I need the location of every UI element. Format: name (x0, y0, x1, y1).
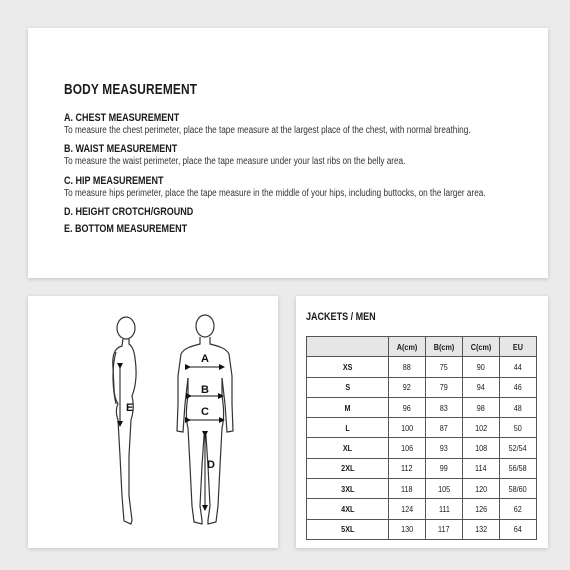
chest-cell: 88 (389, 357, 426, 377)
waist-cell: 93 (426, 438, 463, 458)
size-cell: 4XL (307, 499, 389, 519)
bottom-measurement-item (64, 223, 214, 235)
eu-cell: 48 (500, 397, 537, 417)
waist-cell: 83 (426, 397, 463, 417)
chest-measurement-item (64, 112, 560, 136)
hip-cell: 132 (463, 519, 500, 539)
size-table (306, 336, 537, 540)
bottom-measurement-heading: E. BOTTOM MEASUREMENT (64, 223, 188, 235)
chest-measurement-heading: A. CHEST MEASUREMENT (64, 112, 180, 124)
table-row (307, 357, 537, 377)
waist-measurement-heading: B. WAIST MEASUREMENT (64, 143, 178, 155)
chest-cell: 106 (389, 438, 426, 458)
chest-cell: 124 (389, 499, 426, 519)
hip-cell: 108 (463, 438, 500, 458)
size-cell: 5XL (307, 519, 389, 539)
size-cell: 2XL (307, 458, 389, 478)
label-c: C (201, 406, 209, 418)
waist-cell: 111 (426, 499, 463, 519)
header-b: B(cm) (426, 337, 463, 357)
waist-cell: 99 (426, 458, 463, 478)
label-a: A (201, 353, 209, 365)
size-cell: S (307, 377, 389, 397)
header-a: A(cm) (389, 337, 426, 357)
waist-cell: 75 (426, 357, 463, 377)
height-crotch-heading: D. HEIGHT CROTCH/GROUND (64, 206, 194, 218)
body-figure-card (28, 296, 278, 548)
table-row (307, 438, 537, 458)
table-row (307, 499, 537, 519)
header-c: C(cm) (463, 337, 500, 357)
eu-cell: 64 (500, 519, 537, 539)
size-chart-title: JACKETS / MEN (306, 311, 376, 323)
hip-measurement-item (64, 175, 570, 199)
size-cell: XL (307, 438, 389, 458)
chest-cell: 130 (389, 519, 426, 539)
hip-measurement-heading: C. HIP MEASUREMENT (64, 175, 164, 187)
waist-cell: 87 (426, 418, 463, 438)
body-measurement-title: BODY MEASUREMENT (64, 82, 198, 98)
size-cell: 3XL (307, 479, 389, 499)
chest-measurement-description: To measure the chest perimeter, place the tape measure at the largest place of the chest, with normal breathing. (64, 125, 471, 136)
body-diagram (28, 296, 278, 548)
size-cell: M (307, 397, 389, 417)
hip-cell: 114 (463, 458, 500, 478)
chest-cell: 96 (389, 397, 426, 417)
body-measurement-card (28, 28, 548, 278)
chest-cell: 92 (389, 377, 426, 397)
eu-cell: 44 (500, 357, 537, 377)
table-row (307, 479, 537, 499)
header-eu: EU (500, 337, 537, 357)
table-row (307, 458, 537, 478)
height-crotch-item (64, 206, 222, 218)
side-view-figure (113, 317, 136, 524)
eu-cell: 52/54 (500, 438, 537, 458)
waist-cell: 117 (426, 519, 463, 539)
table-row (307, 418, 537, 438)
label-d: D (207, 459, 215, 471)
hip-cell: 102 (463, 418, 500, 438)
table-row (307, 519, 537, 539)
hip-cell: 90 (463, 357, 500, 377)
chest-cell: 100 (389, 418, 426, 438)
eu-cell: 46 (500, 377, 537, 397)
label-b: B (201, 384, 209, 396)
hip-cell: 120 (463, 479, 500, 499)
size-chart-card (296, 296, 548, 548)
eu-cell: 58/60 (500, 479, 537, 499)
header-size (307, 337, 389, 357)
label-e: E (126, 402, 134, 414)
chest-cell: 112 (389, 458, 426, 478)
eu-cell: 56/58 (500, 458, 537, 478)
waist-cell: 105 (426, 479, 463, 499)
hip-cell: 98 (463, 397, 500, 417)
waist-measurement-description: To measure the waist perimeter, place the tape measure under your last ribs on the belly area. (64, 156, 406, 167)
waist-measurement-item (64, 143, 480, 167)
chest-cell: 118 (389, 479, 426, 499)
hip-cell: 126 (463, 499, 500, 519)
hip-measurement-description: To measure hips perimeter, place the tape measure in the middle of your hips, including buttocks, on the larger area. (64, 188, 486, 199)
eu-cell: 62 (500, 499, 537, 519)
waist-cell: 79 (426, 377, 463, 397)
hip-cell: 94 (463, 377, 500, 397)
size-cell: L (307, 418, 389, 438)
table-row (307, 377, 537, 397)
eu-cell: 50 (500, 418, 537, 438)
table-row (307, 397, 537, 417)
size-cell: XS (307, 357, 389, 377)
size-table-header-row (307, 337, 537, 357)
